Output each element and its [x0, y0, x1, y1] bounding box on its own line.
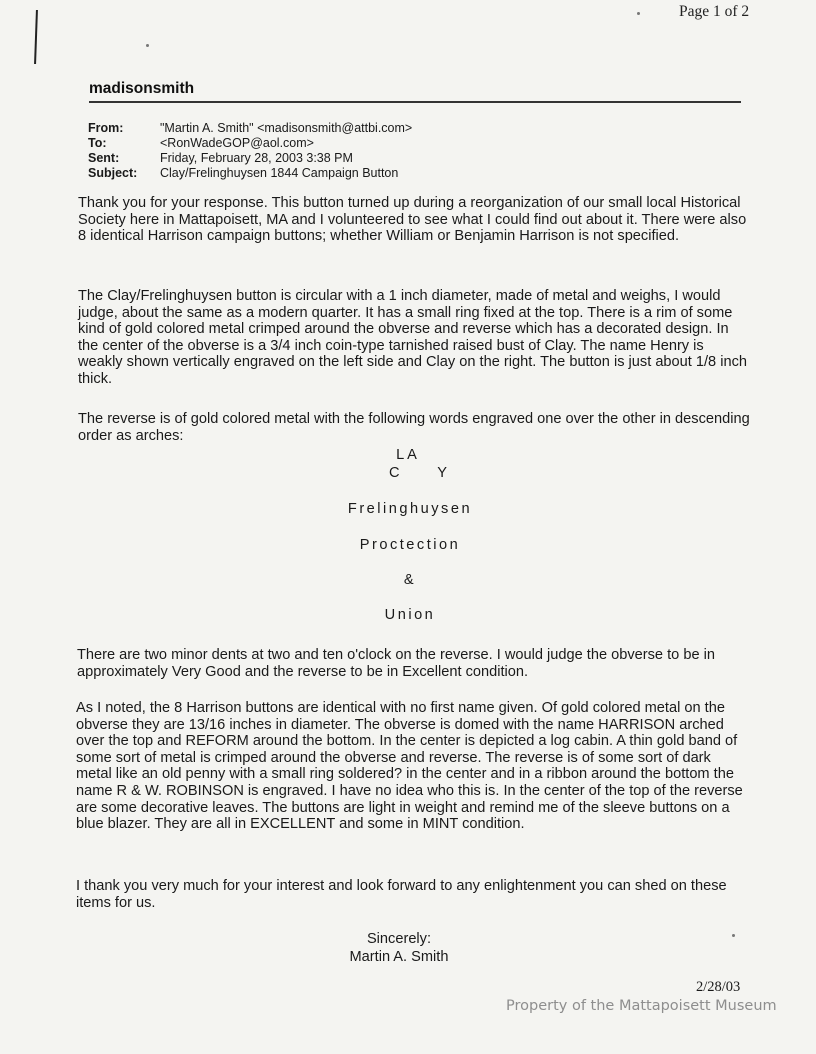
body-paragraph-2: The Clay/Frelinghuysen button is circular with a 1 inch diameter, made of metal and weighs, I would judge, about the same as a modern quarter. It has a small ring fixed at the top. There is a rim of some kind of gold colored metal crimped around the obverse and reverse which has a decorated design. In the center of the obverse is a 3/4 inch coin-type tarnished raised bust of Clay. The name Henry is weakly shown vertically engraved on the left side and Clay on the right. The button is just about 1/8 inch thick. — [78, 288, 748, 387]
body-paragraph-4: There are two minor dents at two and ten o'clock on the reverse. I would judge the obverse to be in approximately Very Good and the reverse to be in Excellent condition. — [77, 647, 715, 680]
header-value: Clay/Frelinghuysen 1844 Campaign Button — [160, 166, 399, 180]
scan-speck — [732, 934, 735, 937]
header-label: To: — [88, 136, 107, 150]
header-label: Sent: — [88, 151, 120, 165]
header-to — [88, 136, 412, 151]
arch-word-ampersand: & — [403, 572, 417, 588]
handwritten-date: 2/28/03 — [696, 979, 741, 995]
body-paragraph-5: As I noted, the 8 Harrison buttons are identical with no first name given. Of gold colored metal on the obverse they are 13/16 inches in diameter. The obverse is domed with the name HARRISON arched over the top and REFORM around the bottom. In the center is depicted a log cabin. A thin gold band of some sort of metal is crimped around the obverse and reverse. The reverse is of some sort of dark metal like an old penny with a small ring soldered? in the center and in a ribbon around the bottom the name R & W. ROBINSON is engraved. I have no idea who this is. In the center of the top of the reverse are some decorative leaves. The buttons are light in weight and remind me of the sleeve buttons on a blue blazer. They are all in EXCELLENT and some in MINT condition. — [76, 700, 743, 833]
closing-salutation: Sincerely: — [366, 931, 432, 947]
museum-watermark: Property of the Mattapoisett Museum — [506, 998, 777, 1014]
body-paragraph-6: I thank you very much for your interest and look forward to any enlightenment you can shed on these items for us. — [76, 878, 727, 911]
margin-pen-mark — [34, 10, 38, 64]
arch-word-frelinghuysen: Frelinghuysen — [347, 501, 473, 517]
closing-block — [325, 931, 473, 966]
closing-signature: Martin A. Smith — [349, 948, 449, 965]
header-subject — [88, 166, 412, 181]
arch-word-clay-bottom: C Y — [388, 465, 448, 481]
arch-word-union: Union — [384, 607, 436, 623]
email-headers — [88, 121, 412, 181]
header-sent — [88, 151, 412, 166]
header-label: From: — [88, 121, 124, 135]
header-value: Friday, February 28, 2003 3:38 PM — [160, 151, 353, 165]
arch-word-clay-top: LA — [396, 447, 420, 463]
sender-name: madisonsmith — [89, 80, 195, 97]
header-label: Subject: — [88, 166, 138, 180]
header-value: "Martin A. Smith" <madisonsmith@attbi.com> — [160, 121, 413, 135]
scan-speck — [146, 44, 149, 47]
page-number: Page 1 of 2 — [679, 3, 750, 20]
arch-word-proctection: Proctection — [359, 537, 461, 553]
header-divider — [89, 101, 741, 103]
body-paragraph-3: The reverse is of gold colored metal with the following words engraved one over the other in descending order as arches: — [78, 411, 750, 444]
header-value: <RonWadeGOP@aol.com> — [160, 136, 314, 150]
header-from — [88, 121, 412, 136]
body-paragraph-1: Thank you for your response. This button turned up during a reorganization of our small local Historical Society here in Mattapoisett, MA and I volunteered to see what I could find out about it. There were also 8 identical Harrison campaign buttons; whether William or Benjamin Harrison is not specified. — [78, 195, 747, 245]
scan-speck — [637, 12, 640, 15]
